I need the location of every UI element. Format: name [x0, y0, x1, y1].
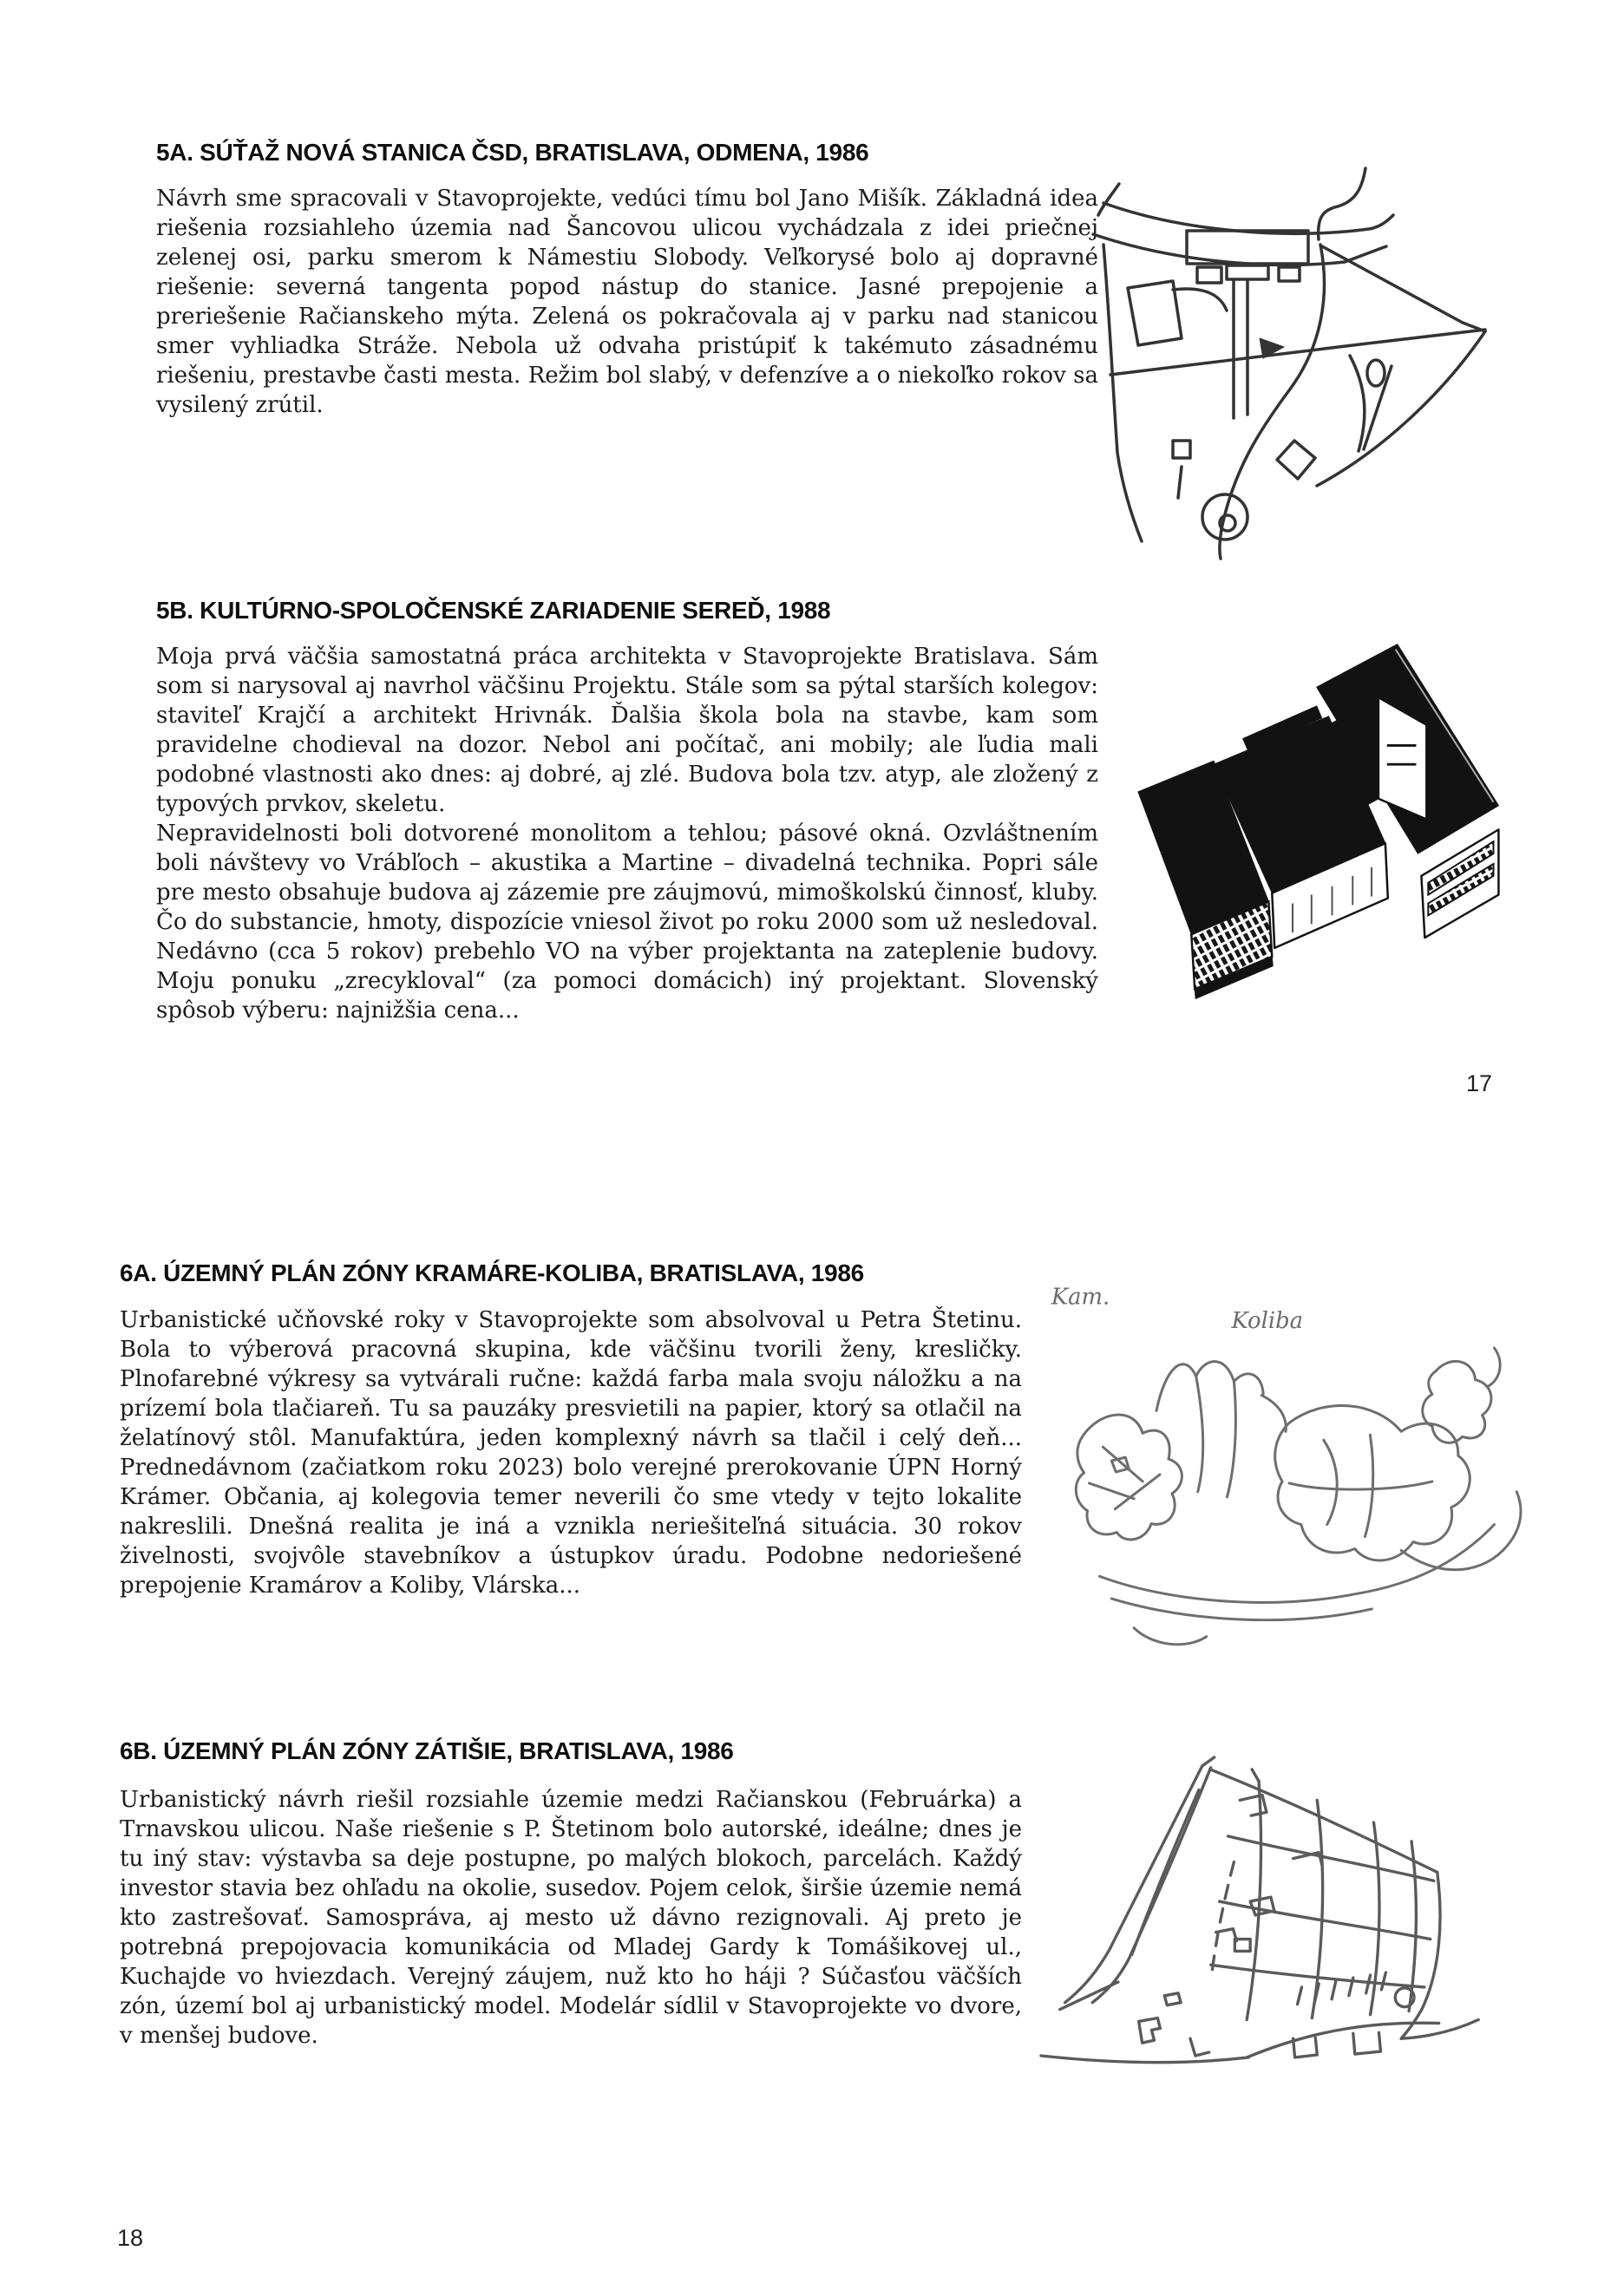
paragraph: Návrh sme spracovali v Stavoprojekte, vedúci tímu bol Jano Mišík. Základná idea riešenia rozsiahleho územia nad Šancovou ulicou vychádzala z idei priečnej zelenej osi, parku smerom k Námestiu Slobody. Veľkorysé bolo aj dopravné riešenie: severná tangenta popod nástup do stanice. Jasné prepojenie a preriešenie Račianskeho mýta. Zelená os pokračovala aj v parku nad stanicou smer vyhliadka Stráže. Nebola už odvaha pristúpiť k takémuto zásadnému riešeniu, prestavbe časti mesta. Režim bol slabý, v defenzíve a o niekoľko rokov sa vysilený zrútil.	[156, 186, 1098, 418]
section-body-6b	[120, 1785, 1022, 2051]
figure-zone-plan-sketch-kramare-koliba	[1029, 1266, 1555, 1680]
section-body-5a	[156, 184, 1098, 420]
handwritten-label-kam: Kam.	[1051, 1284, 1110, 1311]
page-17	[0, 0, 1624, 1145]
section-heading-5b: 5B. KULTÚRNO-SPOLOČENSKÉ ZARIADENIE SEREĎ, 1988	[156, 597, 831, 624]
handwritten-label-koliba: Koliba	[1231, 1308, 1304, 1335]
section-body-6a	[120, 1305, 1022, 1600]
paragraph: Urbanistické učňovské roky v Stavoprojekte som absolvoval u Petra Štetinu. Bola to výberová pracovná skupina, kde väčšinu tvorili ženy, kresličky. Plnofarebné výkresy sa vytvárali ručne: každá farba mala svoju náložku a na prízemí bola tlačiareň. Tu sa pauzáky presvietili na papier, ktorý sa otlačil na želatínový stôl. Manufaktúra, jeden komplexný návrh sa tlačil i celý deň... Prednedávnom (začiatkom roku 2023) bolo verejné prerokovanie ÚPN Horný Krámer. Občania, aj kolegovia temer neverili čo sme vtedy v tejto lokalite nakreslili. Dnešná realita je iná a vznikla neriešiteľná situácia. 30 rokov živelnosti, svojvôle stavebníkov a ústupkov úradu. Podobne nedoriešené prepojenie Kramárov a Koliby, Vlárska...	[120, 1307, 1022, 1599]
section-body-5b	[156, 642, 1098, 1025]
axonometric-building-image	[1110, 620, 1557, 1019]
zone-plan-sketch-image	[1029, 1266, 1555, 1680]
page-number: 17	[1466, 1070, 1493, 1096]
section-heading-5a: 5A. SÚŤAŽ NOVÁ STANICA ČSD, BRATISLAVA, ODMENA, 1986	[156, 139, 869, 166]
street-grid-sketch-image	[1032, 1754, 1495, 2131]
site-plan-sketch-image	[1090, 158, 1558, 566]
figure-axonometric-building-sered	[1110, 620, 1557, 1019]
section-heading-6b: 6B. ÚZEMNÝ PLÁN ZÓNY ZÁTIŠIE, BRATISLAVA, 1986	[120, 1737, 734, 1764]
figure-zone-plan-sketch-zatisie	[1032, 1754, 1495, 2131]
paragraph: Urbanistický návrh riešil rozsiahle územie medzi Račianskou (Februárka) a Trnavskou ulicou. Naše riešenie s P. Štetinom bolo autorské, ideálne; dnes je tu iný stav: výstavba sa deje postupne, po malých blokoch, parcelách. Každý investor stavia bez ohľadu na okolie, susedov. Pojem celok, širšie územie nemá kto zastrešovať. Samospráva, aj mesto už dávno rezignovali. Aj preto je potrebná prepojovacia komunikácia od Mladej Gardy k Tomášikovej ul., Kuchajde vo hviezdach. Verejný záujem, nuž kto ho háji ? Súčasťou väčších zón, území bol aj urbanistický model. Modelár sídlil v Stavoprojekte vo dvore, v menšej budove.	[120, 1787, 1022, 2049]
page-18	[0, 1145, 1624, 2296]
section-heading-6a: 6A. ÚZEMNÝ PLÁN ZÓNY KRAMÁRE-KOLIBA, BRATISLAVA, 1986	[120, 1259, 864, 1286]
paragraph: Moja prvá väčšia samostatná práca architekta v Stavoprojekte Bratislava. Sám som si narysoval aj navrhol väčšinu Projektu. Stále som sa pýtal starších kolegov: staviteľ Krajčí a architekt Hrivnák. Ďalšia škola bola na stavbe, kam som pravidelne chodieval na dozor. Nebol ani počítač, ani mobily; ale ľudia mali podobné vlastnosti ako dnes: aj dobré, aj zlé. Budova bola tzv. atyp, ale zložený z typových prvkov, skeletu.	[156, 644, 1098, 817]
page-number: 18	[117, 2225, 144, 2251]
figure-site-plan-sketch-nova-stanica	[1090, 158, 1558, 566]
paragraph: Nepravidelnosti boli dotvorené monolitom a tehlou; pásové okná. Ozvláštnením boli návštevy vo Vrábľoch – akustika a Martine – divadelná technika. Popri sále pre mesto obsahuje budova aj zázemie pre záujmovú, mimoškolskú činnosť, kluby. Čo do substancie, hmoty, dispozície vniesol život po roku 2000 som už nesledoval. Nedávno (cca 5 rokov) prebehlo VO na výber projektanta na zateplenie budovy. Moju ponuku „zrecykloval“ (za pomoci domácich) iný projektant. Slovenský spôsob výberu: najnižšia cena...	[156, 821, 1098, 1024]
